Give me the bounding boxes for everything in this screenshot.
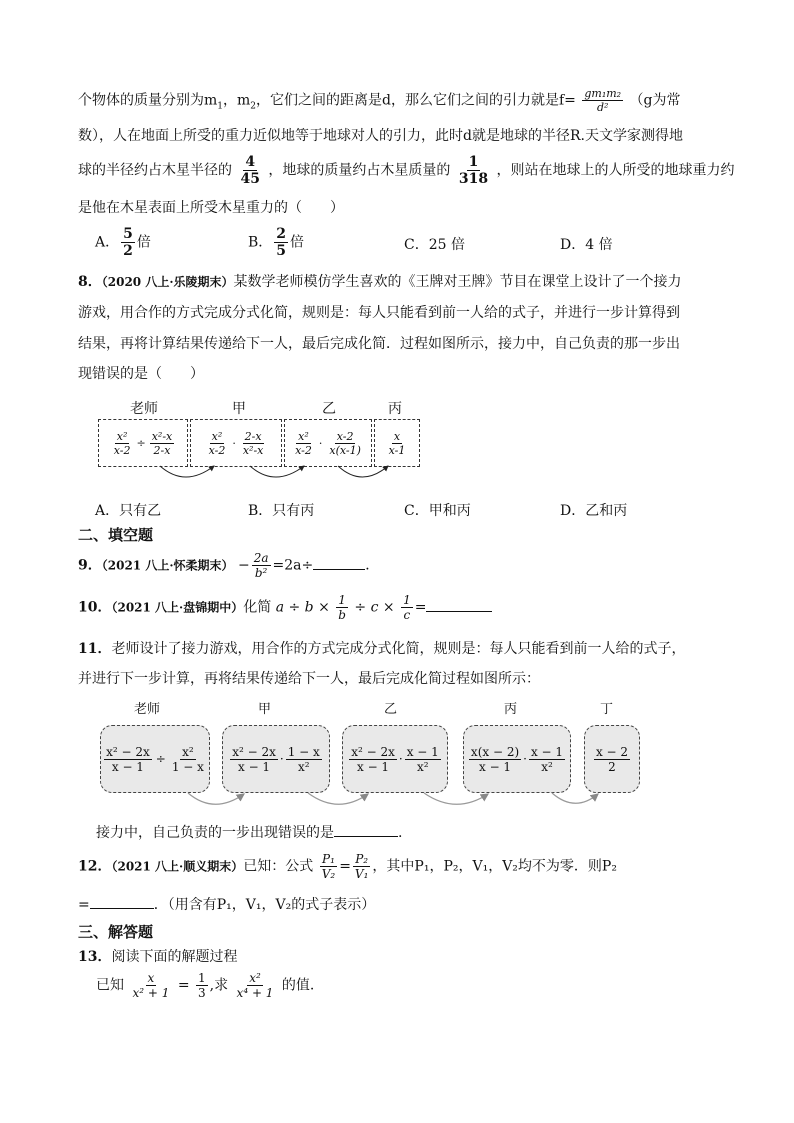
- d1-box-bing: $\frac{x}{x-1}$: [374, 419, 420, 467]
- q11-line2: 并进行下一步计算，再将结果传递给下一人，最后完成化简过程如图所示：: [78, 671, 540, 687]
- q7-option-c[interactable]: C．25 倍: [404, 237, 465, 253]
- d2-box-bing: $\frac{x(x - 2)}{x - 1}$ · $\frac{x - 1}{\text{x²}}$: [463, 725, 571, 793]
- section-fill-in: 二、填空题: [78, 526, 154, 544]
- d1-box-teacher: $\frac{\text{x²}}{x-2}$ ÷ $\frac{\text{x²-x}}{2-x}$: [98, 419, 188, 467]
- d2-box-teacher: $\frac{\text{x² − 2x}}{x - 1}$ ÷ $\frac{\text{x²}}{1 - x}$: [100, 725, 210, 793]
- q7-line3: 球的半径约占木星半径的 $\frac{4}{45}$ ，地球的质量约占木星质量的 $\frac{1}{318}$ ，则站在地球上的人所受的地球重力约: [78, 154, 735, 187]
- gravity-formula: $\frac{\text{gm₁m₂}}{\text{d²}}$: [584, 87, 622, 114]
- q12-line2: = ．（用含有P₁，V₁，V₂的式子表示）: [78, 897, 376, 913]
- d2-label-yi: 乙: [384, 702, 398, 717]
- d2-box-yi: $\frac{\text{x² − 2x}}{x - 1}$ · $\frac{x - 1}{\text{x²}}$: [342, 725, 448, 793]
- d2-box-ding: $\frac{x - 2}{2}$: [584, 725, 640, 793]
- q11-answer-line: 接力中，自己负责的一步出现错误的是 .: [96, 825, 403, 841]
- d2-label-teacher: 老师: [134, 702, 161, 717]
- q12-answer-blank[interactable]: [90, 908, 154, 909]
- q8-line3: 结果，再将计算结果传递给下一人，最后完成化简．过程如图所示，接力中，自己负责的那一步出: [78, 336, 680, 352]
- q7-option-d[interactable]: D．4 倍: [560, 237, 613, 253]
- q8-option-c[interactable]: C．甲和丙: [404, 503, 471, 519]
- d1-label-yi: 乙: [322, 401, 336, 417]
- q11-answer-blank[interactable]: [334, 836, 398, 837]
- q7-line2: 数），人在地面上所受的重力近似地等于地球对人的引力，此时d就是地球的半径R.天文学家测得地: [78, 128, 683, 144]
- d2-arrow-1: [188, 793, 244, 804]
- q7-line4: 是他在木星表面上所受木星重力的（ ）: [78, 200, 344, 216]
- q8-option-a[interactable]: A．只有乙: [95, 503, 162, 519]
- q10-line: 10．（2021 八上·盘锦期中）化简 a ÷ b × $\frac{1}{b}$ ÷ c × $\frac{1}{c}$ =: [78, 594, 492, 621]
- q12-line1: 12．（2021 八上·顺义期末）已知：公式 $\frac{\text{P₁}}{\text{V₂}}$ = $\frac{\text{P₂}}{\text{V₁}}$ ，其中P₁，P₂，V₁，V₂均不为零．则P₂: [78, 852, 617, 881]
- d2-arrow-4: [552, 793, 598, 803]
- section-answer: 三、解答题: [78, 923, 154, 941]
- d2-label-bing: 丙: [504, 702, 518, 717]
- q8-line1: 8．（2020 八上·乐陵期末）某数学老师模仿学生喜欢的《王牌对王牌》节目在课堂上设计了一个接力: [78, 274, 682, 290]
- d1-label-jia: 甲: [232, 401, 246, 417]
- d2-arrow-2: [308, 793, 368, 804]
- q7-option-b[interactable]: B． $\frac{2}{5}$ 倍: [248, 226, 305, 259]
- d1-label-bing: 丙: [388, 401, 402, 417]
- q7-option-a[interactable]: A． $\frac{5}{2}$ 倍: [95, 226, 151, 259]
- d1-box-yi: $\frac{\text{x²}}{x-2}$ · $\frac{x-2}{x(x-1)}$: [284, 419, 372, 467]
- d2-arrow-3: [424, 793, 488, 804]
- q9-line: 9．（2021 八上·怀柔期末） − $\frac{2a}{\text{b²}}$ =2a÷ ．: [78, 551, 380, 580]
- d2-label-ding: 丁: [600, 702, 614, 717]
- d2-label-jia: 甲: [258, 702, 272, 717]
- q7-line1: 个物体的质量分别为$m_1$，$m_2$，它们之间的距离是d，那么它们之间的引力就是f= $\frac{\text{gm₁m₂}}{\text{d²}}$ （g为常: [78, 87, 681, 114]
- d1-label-teacher: 老师: [130, 401, 158, 417]
- d1-box-jia: $\frac{\text{x²}}{x-2}$ · $\frac{2-x}{\text{x²-x}}$: [190, 419, 282, 467]
- q11-line1: 11．老师设计了接力游戏，用合作的方式完成分式化简，规则是：每人只能看到前一人给的式子，: [78, 641, 686, 657]
- q8-line2: 游戏，用合作的方式完成分式化简，规则是：每人只能看到前一人给的式子，并进行一步计算得到: [78, 305, 680, 321]
- d2-box-jia: $\frac{\text{x² − 2x}}{x - 1}$ · $\frac{1 - x}{\text{x²}}$: [222, 725, 330, 793]
- q8-line4: 现错误的是（ ）: [78, 366, 204, 382]
- q13-line2: 已知 $\frac{x}{\text{x² + 1}}$ = $\frac{1}{3}$ ,求 $\frac{\text{x²}}{\text{x⁴ + 1}}$ 的值.: [96, 971, 315, 1000]
- q8-option-b[interactable]: B．只有丙: [248, 503, 315, 519]
- q8-option-d[interactable]: D．乙和丙: [560, 503, 628, 519]
- q13-line1: 13．阅读下面的解题过程: [78, 949, 238, 965]
